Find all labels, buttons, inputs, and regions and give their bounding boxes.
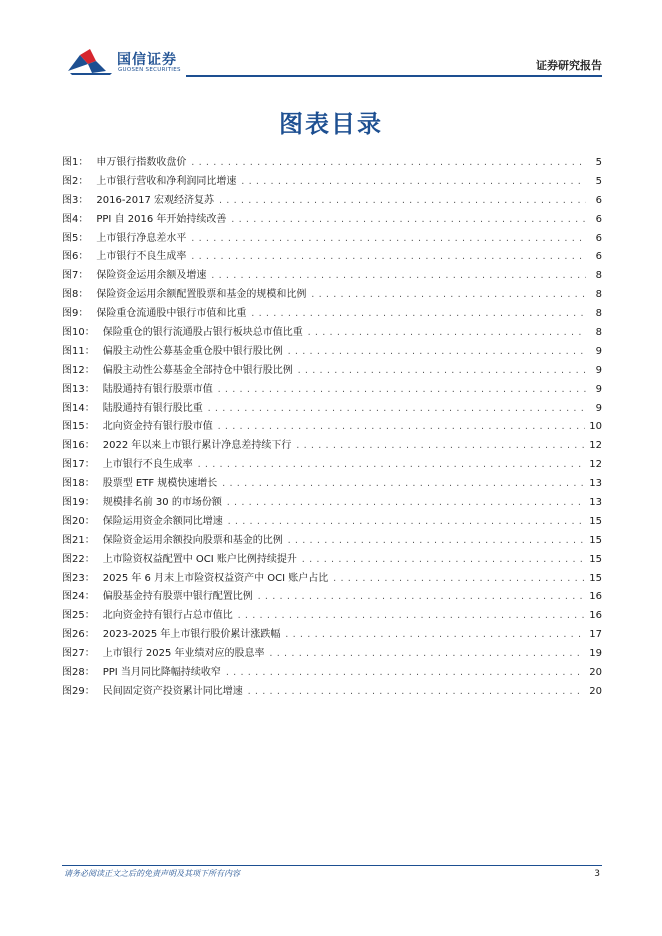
toc-figure-title: 保险资金运用余额投向股票和基金的比例: [102, 534, 283, 546]
toc-page-number: 9: [595, 383, 602, 395]
toc-figure-title: 保险运用资金余额同比增速: [102, 515, 223, 527]
toc-figure-title: 2022 年以来上市银行累计净息差持续下行: [102, 440, 292, 452]
toc-dot-leader: [217, 381, 586, 400]
toc-entry[interactable]: [62, 418, 602, 437]
toc-figure-title: 陆股通持有银行股比重: [102, 402, 203, 414]
toc-figure-title: 民间固定资产投资累计同比增速: [102, 685, 243, 697]
toc-figure-number: 图18：: [62, 478, 95, 490]
toc-page-number: 13: [589, 497, 602, 509]
toc-entry[interactable]: [62, 248, 602, 267]
toc-dot-leader: [332, 570, 585, 589]
toc-entry[interactable]: [62, 381, 602, 400]
toc-dot-leader: [287, 343, 586, 362]
toc-page-number: 20: [589, 685, 602, 697]
toc-entry[interactable]: [62, 154, 602, 173]
toc-dot-leader: [257, 588, 586, 607]
toc-page-number: 16: [589, 610, 602, 622]
toc-page-number: 8: [595, 289, 602, 301]
toc-page-number: 6: [595, 251, 602, 263]
toc-figure-number: 图23：: [62, 572, 95, 584]
toc-figure-title: 偏股主动性公募基金全部持仓中银行股比例: [102, 364, 293, 376]
toc-page-number: 15: [589, 534, 602, 546]
toc-figure-number: 图24：: [62, 591, 95, 603]
toc-entry[interactable]: [62, 286, 602, 305]
toc-dot-leader: [307, 324, 586, 343]
toc-figure-title: 上市银行不良生成率: [96, 251, 187, 263]
toc-figure-number: 图9：: [62, 308, 89, 320]
toc-dot-leader: [221, 475, 585, 494]
toc-dot-leader: [297, 362, 586, 381]
toc-dot-leader: [227, 513, 586, 532]
toc-entry[interactable]: [62, 532, 602, 551]
toc-dot-leader: [190, 154, 586, 173]
toc-page-number: 13: [589, 478, 602, 490]
toc-figure-number: 图15：: [62, 421, 95, 433]
toc-page-number: 15: [589, 515, 602, 527]
toc-figure-title: PPI 自 2016 年开始持续改善: [96, 213, 227, 225]
toc-entry[interactable]: [62, 664, 602, 683]
toc-page-number: 16: [589, 591, 602, 603]
toc-page-number: 12: [589, 440, 602, 452]
footer-divider: [62, 865, 602, 866]
toc-dot-leader: [225, 664, 585, 683]
brand-name-english: GUOSEN SECURITIES: [118, 67, 181, 73]
toc-figure-title: 规模排名前 30 的市场份额: [102, 497, 222, 509]
toc-page-number: 6: [595, 213, 602, 225]
toc-entry[interactable]: [62, 230, 602, 249]
toc-figure-number: 图12：: [62, 364, 95, 376]
toc-figure-number: 图28：: [62, 667, 95, 679]
toc-dot-leader: [230, 211, 586, 230]
toc-page-number: 8: [595, 327, 602, 339]
toc-figure-number: 图11：: [62, 345, 95, 357]
toc-figure-title: PPI 当月同比降幅持续收窄: [102, 667, 221, 679]
toc-page-number: 17: [589, 629, 602, 641]
toc-figure-number: 图21：: [62, 534, 95, 546]
toc-figure-title: 北向资金持有银行占总市值比: [102, 610, 233, 622]
toc-figure-title: 2025 年 6 月末上市险资权益资产中 OCI 账户占比: [102, 572, 329, 584]
toc-page-number: 19: [589, 648, 602, 660]
toc-entry[interactable]: [62, 683, 602, 702]
toc-figure-number: 图16：: [62, 440, 95, 452]
footer-disclaimer: 请务必阅读正文之后的免责声明及其项下所有内容: [64, 869, 240, 878]
toc-figure-number: 图3：: [62, 194, 89, 206]
toc-page-number: 9: [595, 345, 602, 357]
toc-entry[interactable]: [62, 607, 602, 626]
toc-figure-title: 偏股基金持有股票中银行配置比例: [102, 591, 253, 603]
toc-figure-number: 图5：: [62, 232, 89, 244]
toc-page-number: 6: [595, 194, 602, 206]
toc-dot-leader: [217, 418, 586, 437]
toc-figure-number: 图29：: [62, 685, 95, 697]
toc-page-number: 6: [595, 232, 602, 244]
toc-figure-number: 图17：: [62, 459, 95, 471]
toc-entry[interactable]: [62, 400, 602, 419]
toc-figure-title: 2016-2017 宏观经济复苏: [96, 194, 215, 206]
report-type-label: 证券研究报告: [536, 59, 602, 72]
toc-figure-number: 图26：: [62, 629, 95, 641]
toc-figure-number: 图4：: [62, 213, 89, 225]
toc-figure-title: 上市银行营收和净利润同比增速: [96, 175, 237, 187]
toc-entry[interactable]: [62, 267, 602, 286]
toc-dot-leader: [237, 607, 586, 626]
toc-page-number: 12: [589, 459, 602, 471]
toc-page-number: 9: [595, 364, 602, 376]
guosen-logo-icon: [66, 47, 116, 77]
toc-figure-title: 北向资金持有银行股市值: [102, 421, 213, 433]
toc-figure-title: 2023-2025 年上市银行股价累计涨跌幅: [102, 629, 281, 641]
page-title: 图表目录: [279, 110, 383, 138]
toc-entry[interactable]: [62, 192, 602, 211]
toc-dot-leader: [197, 456, 586, 475]
toc-dot-leader: [310, 286, 586, 305]
toc-dot-leader: [287, 532, 586, 551]
toc-entry[interactable]: [62, 551, 602, 570]
brand-name: 国信证券: [117, 52, 177, 68]
toc-figure-title: 保险重仓流通股中银行市值和比重: [96, 308, 247, 320]
toc-dot-leader: [210, 267, 586, 286]
toc-entry[interactable]: [62, 588, 602, 607]
toc-entry[interactable]: [62, 173, 602, 192]
toc-entry[interactable]: [62, 570, 602, 589]
toc-entry[interactable]: [62, 494, 602, 513]
toc-figure-number: 图8：: [62, 289, 89, 301]
toc-figure-title: 上市险资权益配置中 OCI 账户比例持续提升: [102, 553, 297, 565]
toc-dot-leader: [207, 400, 586, 419]
toc-figure-title: 陆股通持有银行股票市值: [102, 383, 213, 395]
toc-page-number: 5: [595, 157, 602, 168]
toc-dot-leader: [295, 437, 585, 456]
toc-dot-leader: [269, 645, 586, 664]
toc-figure-number: 图10：: [62, 327, 95, 339]
toc-entry[interactable]: [62, 324, 602, 343]
toc-page-number: 15: [589, 572, 602, 584]
toc-entry[interactable]: [62, 211, 602, 230]
toc-dot-leader: [240, 173, 586, 192]
toc-dot-leader: [284, 626, 585, 645]
toc-figure-title: 保险资金运用余额配置股票和基金的规模和比例: [96, 289, 307, 301]
toc-dot-leader: [247, 683, 586, 702]
toc-figure-title: 上市银行净息差水平: [96, 232, 187, 244]
toc-figure-title: 上市银行不良生成率: [102, 459, 193, 471]
toc-figure-number: 图22：: [62, 553, 95, 565]
toc-dot-leader: [190, 230, 586, 249]
toc-figure-number: 图7：: [62, 270, 89, 282]
toc-entry[interactable]: [62, 456, 602, 475]
toc-figure-number: 图13：: [62, 383, 95, 395]
toc-figure-number: 图2：: [62, 175, 89, 187]
toc-figure-number: 图14：: [62, 402, 95, 414]
toc-figure-title: 保险重仓的银行流通股占银行板块总市值比重: [102, 327, 303, 339]
toc-entry[interactable]: [62, 305, 602, 324]
toc-dot-leader: [250, 305, 586, 324]
toc-page-number: 5: [595, 175, 602, 187]
page-header: [0, 0, 662, 80]
toc-dot-leader: [218, 192, 586, 211]
toc-page-number: 20: [589, 667, 602, 679]
toc-figure-number: 图1：: [62, 157, 89, 168]
toc-figure-number: 图20：: [62, 515, 95, 527]
toc-page-number: 10: [589, 421, 602, 433]
toc-entry[interactable]: [62, 645, 602, 664]
toc-dot-leader: [190, 248, 586, 267]
toc-figure-number: 图19：: [62, 497, 95, 509]
toc-figure-title: 偏股主动性公募基金重仓股中银行股比例: [102, 345, 283, 357]
toc-figure-title: 保险资金运用余额及增速: [96, 270, 207, 282]
toc-page-number: 8: [595, 270, 602, 282]
toc-page-number: 8: [595, 308, 602, 320]
toc-entry[interactable]: [62, 362, 602, 381]
toc-entry[interactable]: [62, 343, 602, 362]
toc-entry[interactable]: [62, 475, 602, 494]
toc-page-number: 9: [595, 402, 602, 414]
toc-figure-title: 申万银行指数收盘价: [96, 157, 187, 168]
toc-figure-title: 股票型 ETF 规模快速增长: [102, 478, 218, 490]
toc-figure-number: 图27：: [62, 648, 95, 660]
toc-entry[interactable]: [62, 437, 602, 456]
toc-entry[interactable]: [62, 513, 602, 532]
figure-table-of-contents: [62, 154, 602, 702]
toc-dot-leader: [301, 551, 585, 570]
toc-figure-title: 上市银行 2025 年业绩对应的股息率: [102, 648, 265, 660]
toc-dot-leader: [226, 494, 585, 513]
toc-entry[interactable]: [62, 626, 602, 645]
toc-figure-number: 图25：: [62, 610, 95, 622]
toc-page-number: 15: [589, 553, 602, 565]
header-divider: [186, 75, 602, 77]
toc-figure-number: 图6：: [62, 251, 89, 263]
page-number: 3: [594, 869, 600, 879]
